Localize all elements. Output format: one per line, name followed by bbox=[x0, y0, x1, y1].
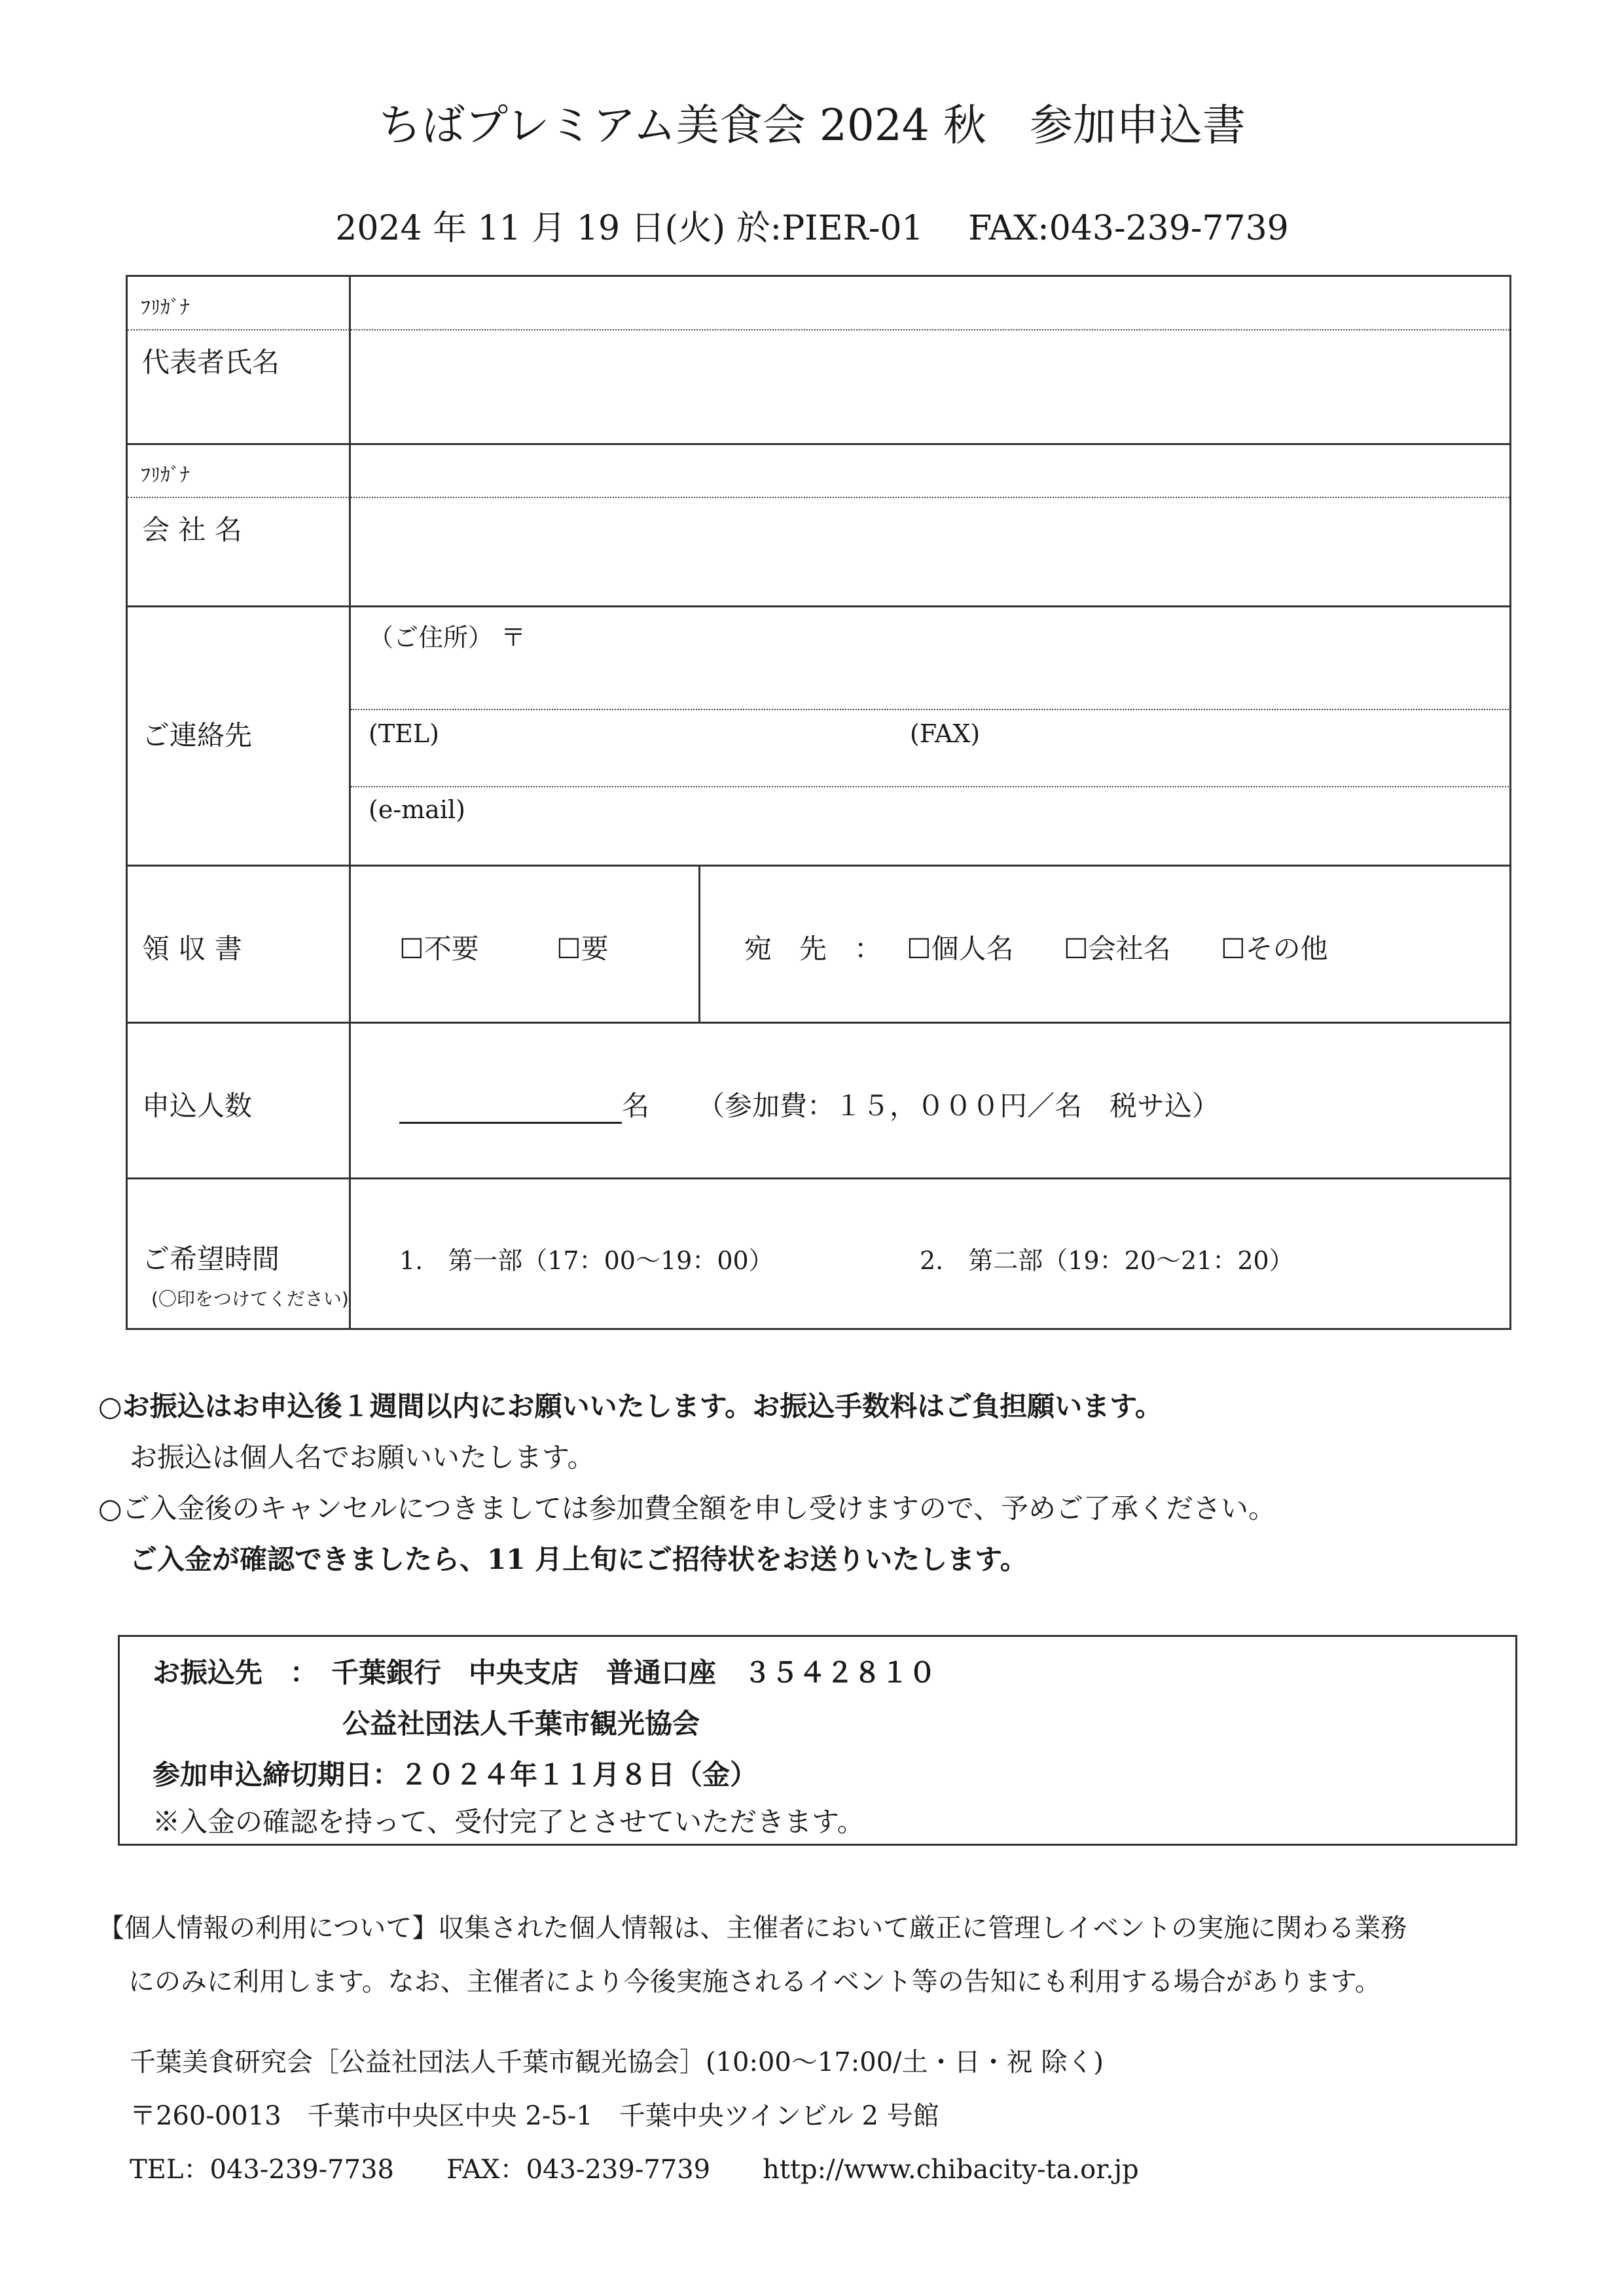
organizer-contact bbox=[130, 2036, 1139, 2197]
application-deadline: 参加申込締切期日：２０２４年１１月８日（金） bbox=[153, 1759, 758, 1791]
tel-field[interactable]: (TEL) bbox=[369, 719, 439, 748]
bank-transfer-box bbox=[118, 1635, 1517, 1846]
applicants-unit: 名 bbox=[622, 1090, 650, 1122]
addressee-company-checkbox[interactable]: ☐会社名 bbox=[1064, 933, 1171, 965]
note-line-cancellation: ○ご入金後のキャンセルにつきましては参加費全額を申し受けますので、予めご了承ください。 bbox=[98, 1492, 1276, 1524]
document-title: ちばプレミアム美食会 2024 秋 参加申込書 bbox=[378, 100, 1246, 151]
organizer-phone-fax-url: TEL：043-239-7738 FAX：043-239-7739 http://www.chibacity-ta.or.jp bbox=[130, 2155, 1139, 2185]
tel-divider bbox=[351, 786, 1511, 787]
bank-account-line: お振込先 ： 千葉銀行 中央支店 普通口座 ３５４２８１０ bbox=[153, 1657, 937, 1689]
bank-account-holder: 公益社団法人千葉市観光協会 bbox=[342, 1708, 700, 1740]
addressee-other-checkbox[interactable]: ☐その他 bbox=[1221, 933, 1328, 965]
contact-label: ご連絡先 bbox=[142, 719, 253, 751]
receipt-column-divider bbox=[698, 866, 700, 1022]
privacy-line-2: にのみに利用します。なお、主催者により今後実施されるイベント等の告知にも利用する場合があります。 bbox=[128, 1967, 1381, 1997]
preferred-time-note: (〇印をつけてください) bbox=[151, 1288, 349, 1310]
receipt-label: 領 収 書 bbox=[142, 933, 242, 965]
representative-name-field[interactable] bbox=[351, 331, 1511, 442]
address-field[interactable]: （ご住所） 〒 bbox=[369, 623, 526, 652]
preferred-time-label: ご希望時間 bbox=[142, 1243, 280, 1275]
representative-name-label: 代表者氏名 bbox=[142, 346, 280, 378]
receipt-unneeded-checkbox[interactable]: ☐不要 bbox=[399, 933, 479, 965]
furigana-label-name: ﾌﾘｶﾞﾅ bbox=[141, 296, 190, 319]
applicants-count-blank[interactable] bbox=[399, 1096, 622, 1124]
note-line-payment-deadline: ○お振込はお申込後１週間以内にお願いいたします。お振込手数料はご負担願います。 bbox=[98, 1390, 1163, 1422]
application-form-table bbox=[126, 275, 1511, 1330]
organizer-address: 〒260-0013 千葉市中央区中央 2-5-1 千葉中央ツインビル 2 号館 bbox=[130, 2101, 939, 2131]
email-field[interactable]: (e-mail) bbox=[369, 795, 465, 824]
furigana-name-field[interactable] bbox=[351, 277, 1511, 329]
company-name-label: 会 社 名 bbox=[142, 514, 242, 546]
furigana-company-field[interactable] bbox=[351, 445, 1511, 496]
applicants-count-field[interactable] bbox=[399, 1085, 649, 1124]
note-line-personal-name: お振込は個人名でお願いいたします。 bbox=[130, 1441, 595, 1473]
row-divider bbox=[128, 1177, 1509, 1179]
furigana-label-company: ﾌﾘｶﾞﾅ bbox=[141, 464, 190, 487]
row-divider bbox=[128, 605, 1509, 607]
privacy-line-1: 【個人情報の利用について】収集された個人情報は、主催者において厳正に管理しイベントの実施に関わる業務 bbox=[98, 1913, 1407, 1943]
organizer-name-hours: 千葉美食研究会［公益社団法人千葉市観光協会］(10:00〜17:00/土・日・祝 除く) bbox=[130, 2047, 1104, 2077]
row-divider bbox=[128, 1022, 1509, 1024]
addressee-label: 宛 先 ： bbox=[744, 933, 882, 965]
company-name-field[interactable] bbox=[351, 498, 1511, 604]
fax-field[interactable]: (FAX) bbox=[910, 719, 981, 748]
time-option-part2[interactable]: 2. 第二部（19：20〜21：20） bbox=[920, 1246, 1294, 1275]
address-divider bbox=[351, 709, 1511, 710]
event-date-venue-fax: 2024 年 11 月 19 日(火) 於:PIER-01 FAX:043-239-7739 bbox=[335, 209, 1289, 248]
addressee-personal-checkbox[interactable]: ☐個人名 bbox=[907, 933, 1014, 965]
participation-fee: （参加費：１５，０００円／名 税サ込） bbox=[697, 1090, 1220, 1122]
receipt-confirmation-note: ※入金の確認を持って、受付完了とさせていただきます。 bbox=[153, 1806, 865, 1838]
applicants-label: 申込人数 bbox=[142, 1090, 253, 1122]
time-option-part1[interactable]: 1. 第一部（17：00〜19：00） bbox=[399, 1246, 774, 1275]
note-line-invitation: ご入金が確認できましたら、11 月上旬にご招待状をお送りいたします。 bbox=[130, 1543, 1028, 1575]
privacy-notice bbox=[98, 1901, 1407, 2009]
receipt-needed-checkbox[interactable]: ☐要 bbox=[556, 933, 609, 965]
row-divider bbox=[128, 865, 1509, 867]
payment-notes bbox=[98, 1381, 1276, 1585]
